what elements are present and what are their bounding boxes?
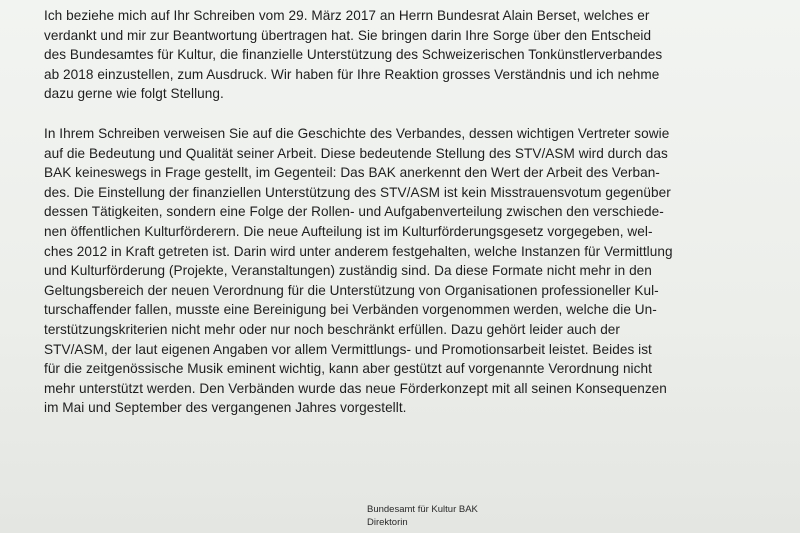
signatory-role: Direktorin — [367, 517, 408, 528]
text-line: STV/ASM, der laut eigenen Angaben vor allem Vermittlungs- und Promotionsarbeit leistet. Beides ist — [44, 341, 652, 357]
text-line: im Mai und September des vergangenen Jahres vorgestellt. — [44, 400, 407, 416]
office-name: Bundesamt für Kultur BAK — [367, 504, 478, 515]
text-line: BAK keineswegs in Frage gestellt, im Gegenteil: Das BAK anerkennt den Wert der Arbeit des Verban- — [44, 165, 660, 181]
text-line: Ich beziehe mich auf Ihr Schreiben vom 29. März 2017 an Herrn Bundesrat Alain Berset, welches er — [44, 8, 650, 23]
text-line: für die zeitgenössische Musik eminent wichtig, kann aber gestützt auf vorgenannte Verordnung nicht — [44, 361, 652, 377]
text-line: des. Die Einstellung der finanziellen Unterstützung des STV/ASM ist kein Misstrauensvotum gegenüber — [44, 184, 671, 200]
signature-block — [367, 503, 478, 529]
text-line: ches 2012 in Kraft getreten ist. Darin wird unter anderem festgehalten, welche Instanzen für Vermittlung — [44, 243, 673, 259]
text-line: auf die Bedeutung und Qualität seiner Arbeit. Diese bedeutende Stellung des STV/ASM wird durch das — [44, 145, 668, 161]
text-line: dessen Tätigkeiten, sondern eine Folge der Rollen- und Aufgabenverteilung zwischen den verschiede- — [44, 204, 664, 220]
text-line: terstützungskriterien nicht mehr oder nur noch beschränkt erfüllen. Dazu gehört leider auch der — [44, 321, 620, 337]
text-line: und Kulturförderung (Projekte, Veranstaltungen) zuständig sind. Da diese Formate nicht mehr in den — [44, 263, 652, 279]
text-line: ab 2018 einzustellen, zum Ausdruck. Wir haben für Ihre Reaktion grosses Verständnis und ich nehme — [44, 66, 660, 82]
text-line: dazu gerne wie folgt Stellung. — [44, 86, 224, 102]
text-line: des Bundesamtes für Kultur, die finanzielle Unterstützung des Schweizerischen Tonkünstlerverbandes — [44, 47, 663, 63]
letter-paragraph-body — [44, 124, 774, 418]
text-line: verdankt und mir zur Beantwortung übertragen hat. Sie bringen darin Ihre Sorge über den Entscheid — [44, 27, 652, 43]
text-line: turschaffender fallen, musste eine Bereinigung bei Verbänden vorgenommen werden, welche die Un- — [44, 302, 657, 318]
text-line: In Ihrem Schreiben verweisen Sie auf die Geschichte des Verbandes, dessen wichtigen Vertreter sowie — [44, 126, 670, 141]
text-line: nen öffentlichen Kulturförderern. Die neue Aufteilung ist im Kulturförderungsgesetz vorgegeben, wel- — [44, 223, 653, 239]
letter-paragraph-intro — [44, 6, 774, 104]
text-line: Geltungsbereich der neuen Verordnung für die Unterstützung von Organisationen professioneller Kul- — [44, 282, 659, 298]
text-line: mehr unterstützt werden. Den Verbänden wurde das neue Förderkonzept mit all seinen Konsequenzen — [44, 380, 667, 396]
